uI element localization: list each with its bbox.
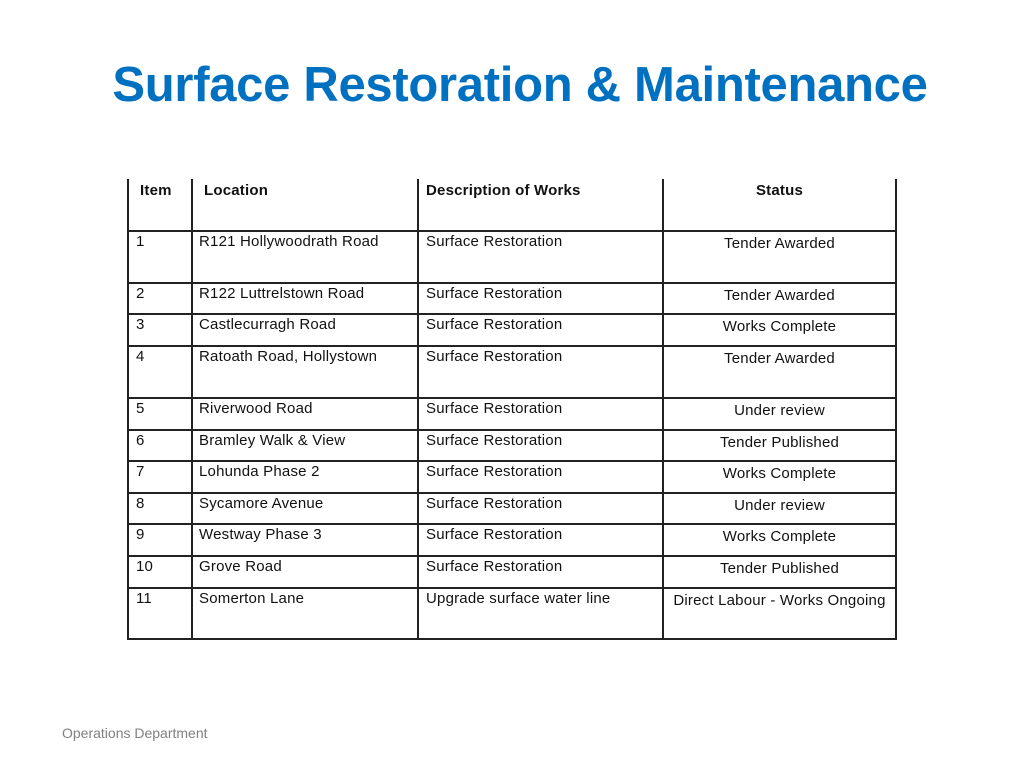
cell-status: Tender Awarded bbox=[724, 350, 835, 367]
cell-item: 5 bbox=[136, 400, 145, 417]
column-divider-location bbox=[417, 179, 419, 639]
table-border-right bbox=[895, 179, 897, 639]
cell-status: Direct Labour - Works Ongoing bbox=[673, 592, 886, 609]
cell-item: 10 bbox=[136, 558, 154, 575]
slide-title: Surface Restoration & Maintenance bbox=[112, 58, 928, 112]
cell-status: Works Complete bbox=[722, 528, 837, 545]
cell-location: Bramley Walk & View bbox=[199, 432, 346, 449]
cell-status: Tender Published bbox=[719, 434, 840, 451]
cell-location: Lohunda Phase 2 bbox=[199, 463, 320, 480]
works-table bbox=[127, 179, 897, 639]
cell-description: Surface Restoration bbox=[426, 463, 563, 480]
cell-location: Ratoath Road, Hollystown bbox=[199, 348, 378, 365]
header-description: Description of Works bbox=[426, 182, 581, 199]
row-divider bbox=[127, 230, 897, 232]
cell-item: 2 bbox=[136, 285, 145, 302]
header-item: Item bbox=[140, 182, 172, 199]
cell-item: 4 bbox=[136, 348, 145, 365]
cell-status: Tender Awarded bbox=[724, 287, 835, 304]
cell-location: R122 Luttrelstown Road bbox=[199, 285, 365, 302]
cell-location: R121 Hollywoodrath Road bbox=[199, 233, 379, 250]
cell-description: Surface Restoration bbox=[426, 432, 563, 449]
row-divider bbox=[127, 555, 897, 557]
cell-description: Surface Restoration bbox=[426, 348, 563, 365]
cell-description: Surface Restoration bbox=[426, 558, 563, 575]
row-divider bbox=[127, 460, 897, 462]
cell-location: Grove Road bbox=[199, 558, 282, 575]
cell-description: Surface Restoration bbox=[426, 316, 563, 333]
row-divider bbox=[127, 313, 897, 315]
cell-location: Westway Phase 3 bbox=[199, 526, 322, 543]
cell-description: Surface Restoration bbox=[426, 285, 563, 302]
cell-status: Under review bbox=[734, 402, 825, 419]
row-divider bbox=[127, 523, 897, 525]
cell-item: 9 bbox=[136, 526, 145, 543]
cell-status: Tender Awarded bbox=[724, 235, 835, 252]
table-border-left bbox=[127, 179, 129, 639]
cell-location: Riverwood Road bbox=[199, 400, 313, 417]
cell-description: Surface Restoration bbox=[426, 495, 563, 512]
header-location: Location bbox=[204, 182, 269, 199]
cell-status: Under review bbox=[734, 497, 825, 514]
cell-location: Sycamore Avenue bbox=[199, 495, 324, 512]
cell-item: 6 bbox=[136, 432, 145, 449]
column-divider-item bbox=[191, 179, 193, 639]
row-divider bbox=[127, 282, 897, 284]
header-status: Status bbox=[755, 182, 804, 199]
cell-location: Castlecurragh Road bbox=[199, 316, 337, 333]
row-divider bbox=[127, 638, 897, 640]
cell-location: Somerton Lane bbox=[199, 590, 305, 607]
cell-item: 11 bbox=[136, 590, 152, 607]
cell-status: Works Complete bbox=[722, 318, 837, 335]
row-divider bbox=[127, 429, 897, 431]
row-divider bbox=[127, 492, 897, 494]
cell-status: Works Complete bbox=[722, 465, 837, 482]
footer-text: Operations Department bbox=[62, 725, 208, 741]
cell-description: Surface Restoration bbox=[426, 400, 563, 417]
cell-item: 8 bbox=[136, 495, 145, 512]
cell-item: 7 bbox=[136, 463, 145, 480]
cell-item: 1 bbox=[136, 233, 145, 250]
row-divider bbox=[127, 587, 897, 589]
row-divider bbox=[127, 345, 897, 347]
row-divider bbox=[127, 397, 897, 399]
cell-description: Surface Restoration bbox=[426, 526, 563, 543]
cell-description: Surface Restoration bbox=[426, 233, 563, 250]
cell-status: Tender Published bbox=[719, 560, 840, 577]
cell-item: 3 bbox=[136, 316, 145, 333]
cell-description: Upgrade surface water line bbox=[426, 590, 611, 607]
